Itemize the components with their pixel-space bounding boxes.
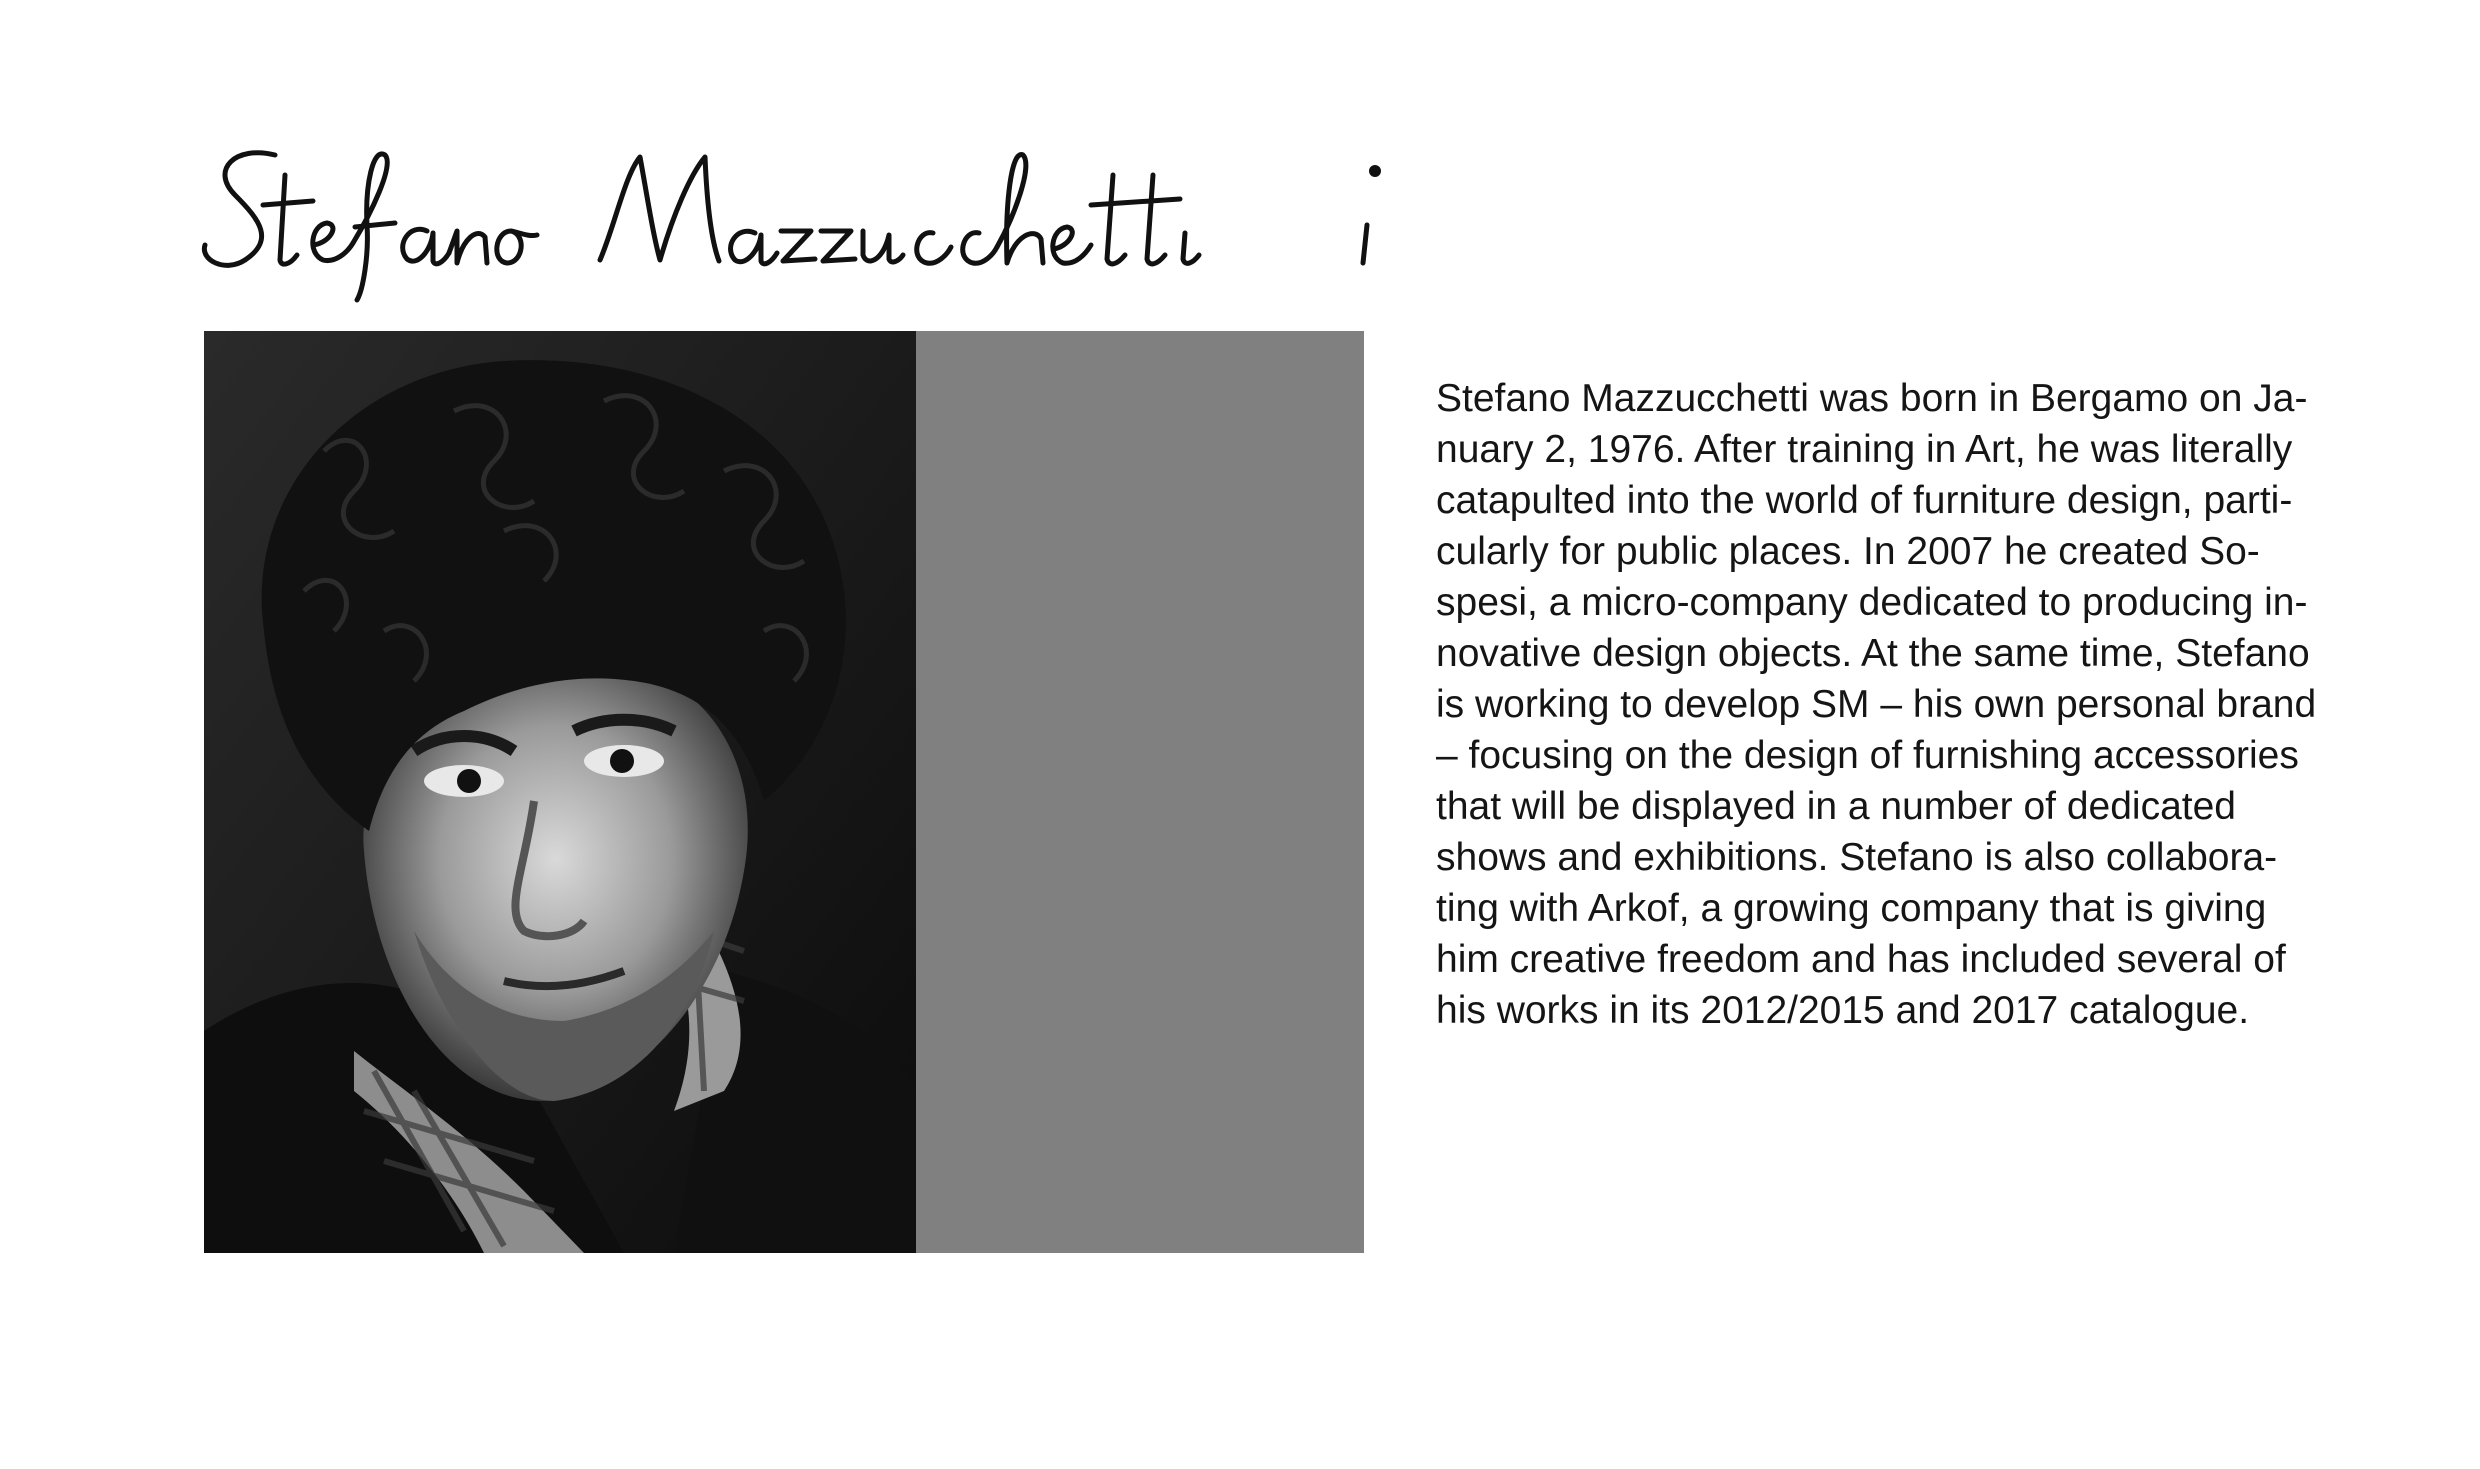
bio-line: – focusing on the design of furnishing accessories (1436, 734, 2299, 777)
gray-block (916, 331, 1364, 1253)
bio-line: his works in its 2012/2015 and 2017 catalogue. (1436, 989, 2250, 1032)
bio-line: shows and exhibitions. Stefano is also collabora- (1436, 836, 2278, 879)
bio-line: spesi, a micro-company dedicated to producing in- (1436, 581, 2308, 624)
signature-icon (195, 135, 1415, 305)
portrait-photo (204, 331, 916, 1253)
bio-text (1436, 322, 2396, 1036)
bio-line: is working to develop SM – his own personal brand (1436, 683, 2317, 726)
name-signature (195, 135, 1415, 305)
person-portrait-icon (204, 331, 916, 1253)
bio-line: novative design objects. At the same time, Stefano (1436, 632, 2310, 675)
bio-line: catapulted into the world of furniture design, parti- (1436, 479, 2293, 522)
bio-line: that will be displayed in a number of dedicated (1436, 785, 2236, 828)
bio-line: Stefano Mazzucchetti was born in Bergamo on Ja- (1436, 377, 2308, 420)
photo-panel (204, 331, 1364, 1253)
bio-line: him creative freedom and has included several of (1436, 938, 2286, 981)
bio-line: ting with Arkof, a growing company that is giving (1436, 887, 2267, 930)
bio-line: cularly for public places. In 2007 he created So- (1436, 530, 2260, 573)
bio-line: nuary 2, 1976. After training in Art, he was literally (1436, 428, 2293, 471)
